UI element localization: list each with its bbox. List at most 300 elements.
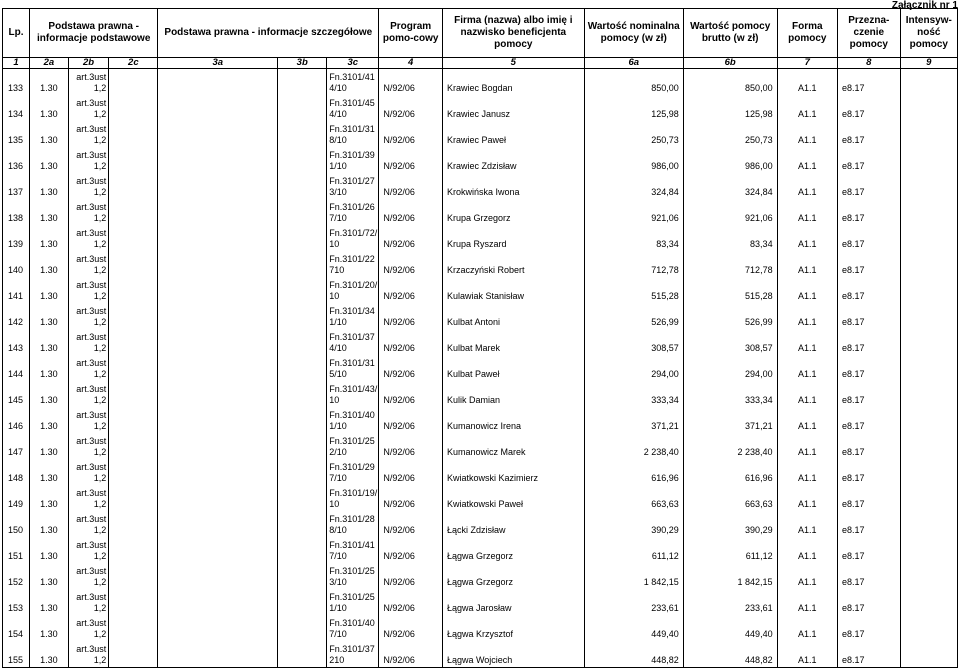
basic-article: art.3ust 1,2 <box>68 485 109 511</box>
header-lp: Lp. <box>3 9 30 58</box>
detail-ref <box>327 615 379 641</box>
detail-ref-line1: Fn.3101/25 <box>329 436 375 446</box>
empty-cell <box>278 563 327 589</box>
empty-cell <box>109 303 158 329</box>
detail-ref-line2: 1/10 <box>329 317 347 327</box>
empty-cell <box>278 459 327 485</box>
empty-cell <box>278 329 327 355</box>
empty-cell <box>158 537 278 563</box>
empty-cell <box>109 433 158 459</box>
empty-cell <box>278 537 327 563</box>
aid-intensity <box>900 69 957 96</box>
gross-value: 1 842,15 <box>683 563 777 589</box>
basic-section: 1.30 <box>30 615 69 641</box>
basic-section: 1.30 <box>30 225 69 251</box>
nominal-value: 2 238,40 <box>584 433 683 459</box>
aid-form: A1.1 <box>777 355 837 381</box>
table-row <box>3 537 958 563</box>
col-num: 3b <box>278 58 327 69</box>
row-lp: 150 <box>3 511 30 537</box>
basic-article: art.3ust 1,2 <box>68 615 109 641</box>
aid-intensity <box>900 173 957 199</box>
aid-purpose: e8.17 <box>838 121 901 147</box>
program-id: N/92/06 <box>379 589 443 615</box>
empty-cell <box>158 69 278 96</box>
empty-cell <box>158 563 278 589</box>
beneficiary-name: Krawiec Zdzisław <box>442 147 584 173</box>
nominal-value: 448,82 <box>584 641 683 668</box>
program-id: N/92/06 <box>379 303 443 329</box>
empty-cell <box>278 251 327 277</box>
aid-form: A1.1 <box>777 459 837 485</box>
row-lp: 134 <box>3 95 30 121</box>
beneficiary-name: Krawiec Janusz <box>442 95 584 121</box>
empty-cell <box>158 459 278 485</box>
aid-intensity <box>900 537 957 563</box>
aid-intensity <box>900 381 957 407</box>
detail-ref-line1: Fn.3101/39 <box>329 150 375 160</box>
detail-ref-line2: 4/10 <box>329 343 347 353</box>
detail-ref-line1: Fn.3101/25 <box>329 592 375 602</box>
beneficiary-name: Krupa Ryszard <box>442 225 584 251</box>
detail-ref <box>327 121 379 147</box>
basic-article: art.3ust 1,2 <box>68 303 109 329</box>
beneficiary-name: Kwiatkowski Paweł <box>442 485 584 511</box>
aid-purpose: e8.17 <box>838 381 901 407</box>
basic-article: art.3ust 1,2 <box>68 641 109 668</box>
table-row <box>3 303 958 329</box>
empty-cell <box>109 251 158 277</box>
annex-label: Załącznik nr 1 <box>891 0 958 11</box>
table-row <box>3 69 958 96</box>
empty-cell <box>109 173 158 199</box>
col-num: 3a <box>158 58 278 69</box>
empty-cell <box>109 615 158 641</box>
aid-form: A1.1 <box>777 95 837 121</box>
beneficiary-name: Łącki Zdzisław <box>442 511 584 537</box>
program-id: N/92/06 <box>379 615 443 641</box>
detail-ref-line1: Fn.3101/72/ <box>329 228 378 238</box>
detail-ref <box>327 173 379 199</box>
aid-purpose: e8.17 <box>838 173 901 199</box>
header-gross: Wartość pomocy brutto (w zł) <box>683 9 777 58</box>
gross-value: 850,00 <box>683 69 777 96</box>
nominal-value: 83,34 <box>584 225 683 251</box>
nominal-value: 611,12 <box>584 537 683 563</box>
gross-value: 448,82 <box>683 641 777 668</box>
nominal-value: 1 842,15 <box>584 563 683 589</box>
empty-cell <box>158 251 278 277</box>
detail-ref-line1: Fn.3101/25 <box>329 566 375 576</box>
empty-cell <box>278 69 327 96</box>
header-firm: Firma (nazwa) albo imię i nazwisko beneficjenta pomocy <box>442 9 584 58</box>
basic-section: 1.30 <box>30 537 69 563</box>
detail-ref-line1: Fn.3101/37 <box>329 332 375 342</box>
beneficiary-name: Krokwińska Iwona <box>442 173 584 199</box>
detail-ref-line1: Fn.3101/43/ <box>329 384 378 394</box>
aid-purpose: e8.17 <box>838 641 901 668</box>
gross-value: 308,57 <box>683 329 777 355</box>
table-row <box>3 121 958 147</box>
nominal-value: 526,99 <box>584 303 683 329</box>
table-row <box>3 225 958 251</box>
empty-cell <box>158 147 278 173</box>
aid-purpose: e8.17 <box>838 589 901 615</box>
row-lp: 133 <box>3 69 30 96</box>
basic-article: art.3ust 1,2 <box>68 433 109 459</box>
row-lp: 145 <box>3 381 30 407</box>
aid-intensity <box>900 615 957 641</box>
row-lp: 151 <box>3 537 30 563</box>
basic-section: 1.30 <box>30 173 69 199</box>
empty-cell <box>278 121 327 147</box>
table-row <box>3 355 958 381</box>
program-id: N/92/06 <box>379 251 443 277</box>
aid-form: A1.1 <box>777 589 837 615</box>
aid-intensity <box>900 407 957 433</box>
beneficiary-name: Kulbat Paweł <box>442 355 584 381</box>
basic-article: art.3ust 1,2 <box>68 225 109 251</box>
basic-section: 1.30 <box>30 641 69 668</box>
detail-ref <box>327 485 379 511</box>
empty-cell <box>109 329 158 355</box>
aid-intensity <box>900 433 957 459</box>
empty-cell <box>278 225 327 251</box>
empty-cell <box>109 277 158 303</box>
aid-form: A1.1 <box>777 381 837 407</box>
col-num: 4 <box>379 58 443 69</box>
detail-ref-line1: Fn.3101/20/ <box>329 280 378 290</box>
detail-ref-line2: 7/10 <box>329 213 347 223</box>
aid-purpose: e8.17 <box>838 69 901 96</box>
row-lp: 138 <box>3 199 30 225</box>
gross-value: 324,84 <box>683 173 777 199</box>
table-body <box>3 69 958 668</box>
aid-purpose: e8.17 <box>838 225 901 251</box>
basic-article: art.3ust 1,2 <box>68 147 109 173</box>
detail-ref-line1: Fn.3101/26 <box>329 202 375 212</box>
beneficiary-name: Łągwa Jarosław <box>442 589 584 615</box>
detail-ref <box>327 381 379 407</box>
gross-value: 921,06 <box>683 199 777 225</box>
aid-intensity <box>900 641 957 668</box>
detail-ref <box>327 95 379 121</box>
detail-ref-line1: Fn.3101/22 <box>329 254 375 264</box>
detail-ref <box>327 511 379 537</box>
beneficiary-name: Kwiatkowski Kazimierz <box>442 459 584 485</box>
empty-cell <box>109 459 158 485</box>
row-lp: 149 <box>3 485 30 511</box>
aid-purpose: e8.17 <box>838 433 901 459</box>
nominal-value: 324,84 <box>584 173 683 199</box>
detail-ref-line1: Fn.3101/34 <box>329 306 375 316</box>
nominal-value: 712,78 <box>584 251 683 277</box>
header-intensity: Intensyw-ność pomocy <box>900 9 957 58</box>
detail-ref <box>327 563 379 589</box>
aid-purpose: e8.17 <box>838 537 901 563</box>
empty-cell <box>109 407 158 433</box>
table-row <box>3 147 958 173</box>
program-id: N/92/06 <box>379 511 443 537</box>
aid-purpose: e8.17 <box>838 355 901 381</box>
aid-intensity <box>900 199 957 225</box>
beneficiary-name: Kulbat Antoni <box>442 303 584 329</box>
aid-form: A1.1 <box>777 407 837 433</box>
detail-ref-line2: 8/10 <box>329 525 347 535</box>
table-row <box>3 641 958 668</box>
table-row <box>3 251 958 277</box>
beneficiary-name: Łągwa Grzegorz <box>442 563 584 589</box>
basic-section: 1.30 <box>30 199 69 225</box>
beneficiary-name: Kulbat Marek <box>442 329 584 355</box>
aid-intensity <box>900 511 957 537</box>
aid-form: A1.1 <box>777 641 837 668</box>
header-basic: Podstawa prawna - informacje podstawowe <box>30 9 158 58</box>
detail-ref-line2: 3/10 <box>329 187 347 197</box>
empty-cell <box>158 173 278 199</box>
detail-ref-line1: Fn.3101/31 <box>329 358 375 368</box>
detail-ref-line2: 3/10 <box>329 577 347 587</box>
gross-value: 294,00 <box>683 355 777 381</box>
table-row <box>3 511 958 537</box>
program-id: N/92/06 <box>379 485 443 511</box>
detail-ref <box>327 433 379 459</box>
detail-ref <box>327 147 379 173</box>
table-row <box>3 459 958 485</box>
program-id: N/92/06 <box>379 355 443 381</box>
basic-section: 1.30 <box>30 459 69 485</box>
detail-ref-line2: 1/10 <box>329 421 347 431</box>
detail-ref-line2: 10 <box>329 239 340 249</box>
basic-article: art.3ust 1,2 <box>68 69 109 96</box>
col-num: 2c <box>109 58 158 69</box>
gross-value: 526,99 <box>683 303 777 329</box>
gross-value: 449,40 <box>683 615 777 641</box>
aid-purpose: e8.17 <box>838 277 901 303</box>
row-lp: 144 <box>3 355 30 381</box>
gross-value: 250,73 <box>683 121 777 147</box>
detail-ref-line2: 2/10 <box>329 447 347 457</box>
aid-form: A1.1 <box>777 615 837 641</box>
empty-cell <box>278 615 327 641</box>
empty-cell <box>278 485 327 511</box>
col-num: 7 <box>777 58 837 69</box>
detail-ref-line1: Fn.3101/31 <box>329 124 375 134</box>
basic-article: art.3ust 1,2 <box>68 277 109 303</box>
empty-cell <box>278 433 327 459</box>
empty-cell <box>109 485 158 511</box>
program-id: N/92/06 <box>379 199 443 225</box>
empty-cell <box>109 199 158 225</box>
aid-table <box>2 8 958 668</box>
nominal-value: 233,61 <box>584 589 683 615</box>
detail-ref <box>327 69 379 96</box>
program-id: N/92/06 <box>379 381 443 407</box>
empty-cell <box>158 355 278 381</box>
aid-form: A1.1 <box>777 563 837 589</box>
basic-section: 1.30 <box>30 95 69 121</box>
aid-form: A1.1 <box>777 251 837 277</box>
program-id: N/92/06 <box>379 329 443 355</box>
table-row <box>3 199 958 225</box>
aid-form: A1.1 <box>777 511 837 537</box>
header-detail: Podstawa prawna - informacje szczegółowe <box>158 9 379 58</box>
aid-form: A1.1 <box>777 69 837 96</box>
detail-ref-line2: 4/10 <box>329 109 347 119</box>
detail-ref-line2: 5/10 <box>329 369 347 379</box>
detail-ref-line1: Fn.3101/45 <box>329 98 375 108</box>
header-purpose: Przezna-czenie pomocy <box>838 9 901 58</box>
col-num: 3c <box>327 58 379 69</box>
basic-article: art.3ust 1,2 <box>68 329 109 355</box>
nominal-value: 308,57 <box>584 329 683 355</box>
empty-cell <box>278 199 327 225</box>
basic-article: art.3ust 1,2 <box>68 95 109 121</box>
program-id: N/92/06 <box>379 225 443 251</box>
gross-value: 616,96 <box>683 459 777 485</box>
empty-cell <box>158 511 278 537</box>
detail-ref <box>327 355 379 381</box>
nominal-value: 921,06 <box>584 199 683 225</box>
empty-cell <box>158 381 278 407</box>
beneficiary-name: Kumanowicz Marek <box>442 433 584 459</box>
aid-intensity <box>900 485 957 511</box>
empty-cell <box>109 641 158 668</box>
aid-purpose: e8.17 <box>838 459 901 485</box>
basic-section: 1.30 <box>30 563 69 589</box>
empty-cell <box>109 355 158 381</box>
empty-cell <box>109 381 158 407</box>
aid-intensity <box>900 355 957 381</box>
basic-section: 1.30 <box>30 355 69 381</box>
empty-cell <box>158 589 278 615</box>
aid-intensity <box>900 277 957 303</box>
basic-section: 1.30 <box>30 589 69 615</box>
detail-ref-line2: 8/10 <box>329 135 347 145</box>
program-id: N/92/06 <box>379 459 443 485</box>
program-id: N/92/06 <box>379 641 443 668</box>
empty-cell <box>158 303 278 329</box>
aid-purpose: e8.17 <box>838 303 901 329</box>
basic-article: art.3ust 1,2 <box>68 537 109 563</box>
nominal-value: 333,34 <box>584 381 683 407</box>
empty-cell <box>278 277 327 303</box>
row-lp: 136 <box>3 147 30 173</box>
table-row <box>3 433 958 459</box>
basic-article: art.3ust 1,2 <box>68 589 109 615</box>
table-row <box>3 563 958 589</box>
aid-purpose: e8.17 <box>838 407 901 433</box>
aid-intensity <box>900 251 957 277</box>
empty-cell <box>158 407 278 433</box>
detail-ref-line1: Fn.3101/28 <box>329 514 375 524</box>
aid-form: A1.1 <box>777 433 837 459</box>
program-id: N/92/06 <box>379 147 443 173</box>
detail-ref-line2: 1/10 <box>329 603 347 613</box>
row-lp: 152 <box>3 563 30 589</box>
table-row <box>3 173 958 199</box>
col-num: 9 <box>900 58 957 69</box>
col-num: 2b <box>68 58 109 69</box>
empty-cell <box>109 563 158 589</box>
basic-article: art.3ust 1,2 <box>68 407 109 433</box>
nominal-value: 616,96 <box>584 459 683 485</box>
detail-ref <box>327 303 379 329</box>
basic-article: art.3ust 1,2 <box>68 381 109 407</box>
aid-intensity <box>900 563 957 589</box>
detail-ref-line2: 10 <box>329 395 340 405</box>
beneficiary-name: Krupa Grzegorz <box>442 199 584 225</box>
empty-cell <box>278 511 327 537</box>
empty-cell <box>158 641 278 668</box>
program-id: N/92/06 <box>379 563 443 589</box>
basic-section: 1.30 <box>30 433 69 459</box>
basic-section: 1.30 <box>30 381 69 407</box>
detail-ref <box>327 537 379 563</box>
aid-purpose: e8.17 <box>838 485 901 511</box>
basic-section: 1.30 <box>30 303 69 329</box>
detail-ref <box>327 589 379 615</box>
empty-cell <box>109 69 158 96</box>
col-num: 2a <box>30 58 69 69</box>
table-row <box>3 329 958 355</box>
beneficiary-name: Krawiec Bogdan <box>442 69 584 96</box>
program-id: N/92/06 <box>379 69 443 96</box>
aid-intensity <box>900 225 957 251</box>
header-nominal: Wartość nominalna pomocy (w zł) <box>584 9 683 58</box>
detail-ref <box>327 251 379 277</box>
aid-form: A1.1 <box>777 485 837 511</box>
basic-section: 1.30 <box>30 251 69 277</box>
detail-ref <box>327 199 379 225</box>
empty-cell <box>158 485 278 511</box>
aid-purpose: e8.17 <box>838 147 901 173</box>
program-id: N/92/06 <box>379 121 443 147</box>
gross-value: 333,34 <box>683 381 777 407</box>
row-lp: 154 <box>3 615 30 641</box>
header-program: Program pomo-cowy <box>379 9 443 58</box>
aid-form: A1.1 <box>777 199 837 225</box>
row-lp: 142 <box>3 303 30 329</box>
basic-article: art.3ust 1,2 <box>68 459 109 485</box>
nominal-value: 850,00 <box>584 69 683 96</box>
empty-cell <box>158 329 278 355</box>
program-id: N/92/06 <box>379 407 443 433</box>
detail-ref-line2: 7/10 <box>329 629 347 639</box>
aid-intensity <box>900 95 957 121</box>
empty-cell <box>158 121 278 147</box>
beneficiary-name: Kulawiak Stanisław <box>442 277 584 303</box>
basic-article: art.3ust 1,2 <box>68 355 109 381</box>
table-row <box>3 407 958 433</box>
gross-value: 712,78 <box>683 251 777 277</box>
basic-article: art.3ust 1,2 <box>68 563 109 589</box>
empty-cell <box>109 589 158 615</box>
aid-intensity <box>900 329 957 355</box>
table-row <box>3 615 958 641</box>
aid-purpose: e8.17 <box>838 511 901 537</box>
basic-article: art.3ust 1,2 <box>68 511 109 537</box>
col-num: 1 <box>3 58 30 69</box>
empty-cell <box>109 537 158 563</box>
empty-cell <box>278 381 327 407</box>
detail-ref-line2: 210 <box>329 655 345 665</box>
basic-section: 1.30 <box>30 69 69 96</box>
empty-cell <box>158 433 278 459</box>
aid-purpose: e8.17 <box>838 615 901 641</box>
row-lp: 139 <box>3 225 30 251</box>
detail-ref-line1: Fn.3101/41 <box>329 72 375 82</box>
